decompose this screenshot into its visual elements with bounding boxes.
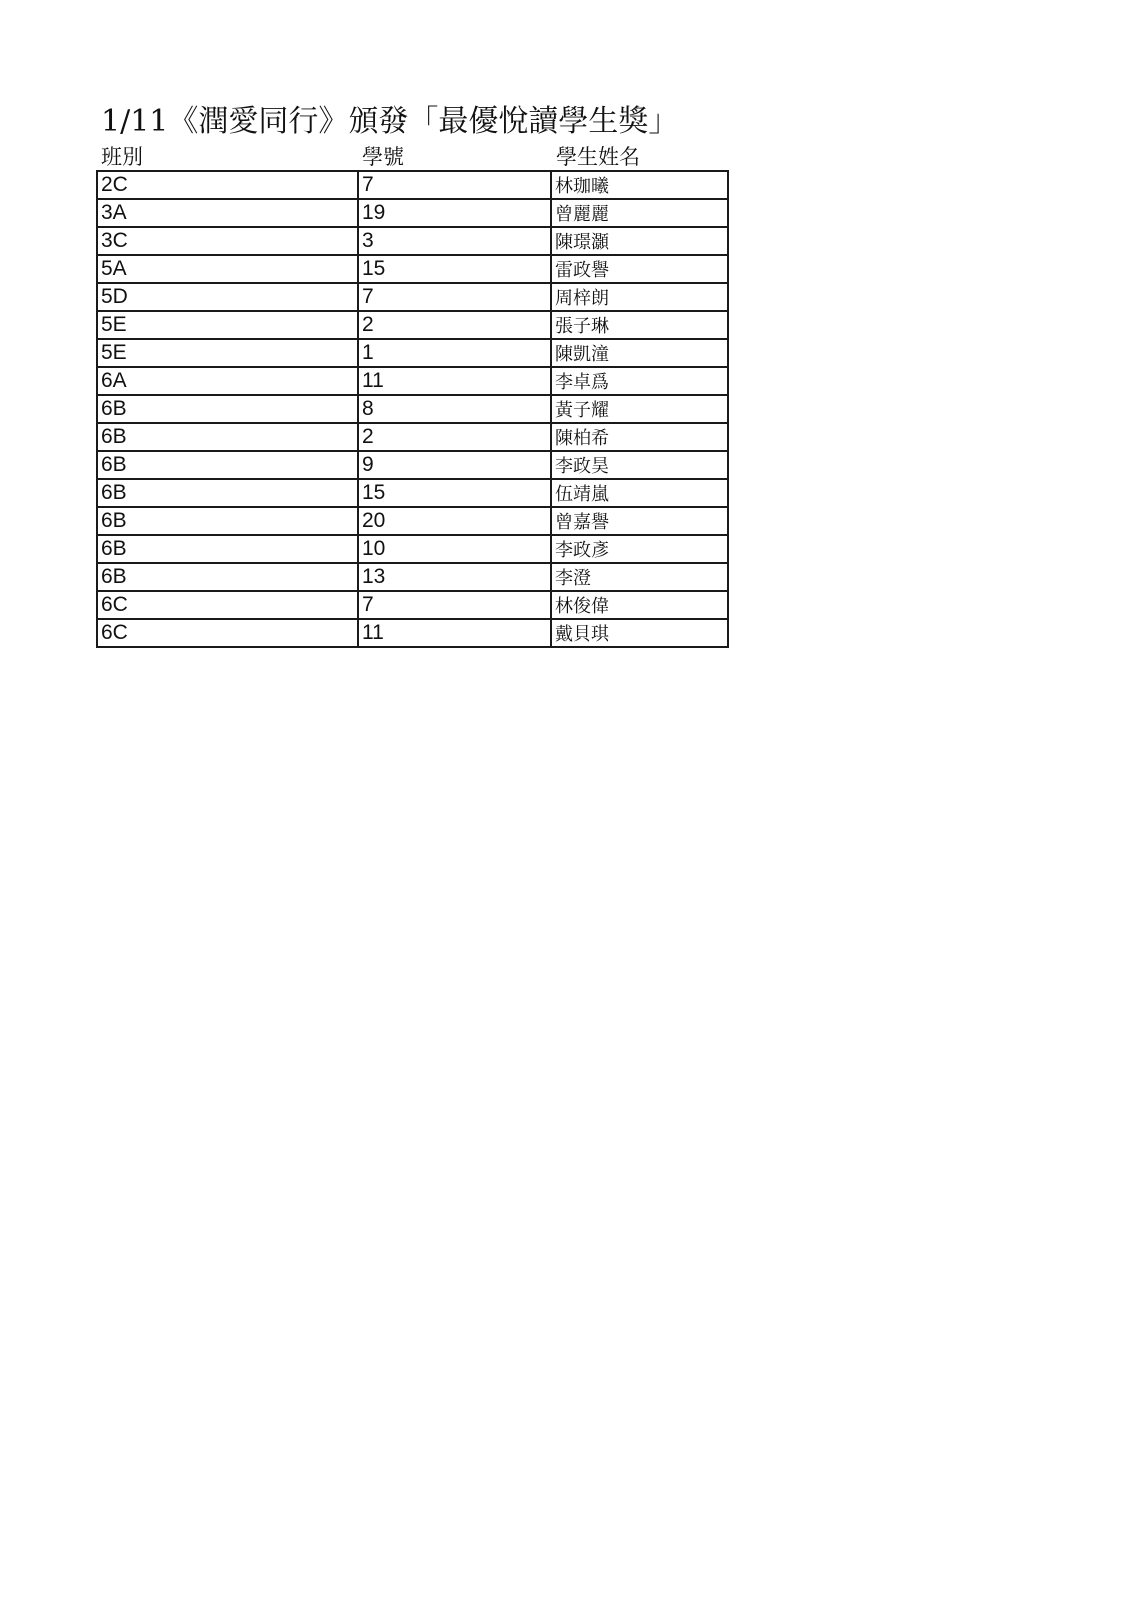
cell-student-name: 李澄 — [551, 563, 728, 591]
table-row — [97, 339, 728, 367]
cell-class: 5E — [97, 339, 358, 367]
table-row — [97, 255, 728, 283]
column-header-student-number: 學號 — [362, 145, 404, 169]
cell-student-name: 曾麗麗 — [551, 199, 728, 227]
cell-student-name: 李政彥 — [551, 535, 728, 563]
cell-student-number: 3 — [358, 227, 551, 255]
table-row — [97, 479, 728, 507]
table-row — [97, 423, 728, 451]
cell-class: 5E — [97, 311, 358, 339]
cell-student-number: 20 — [358, 507, 551, 535]
cell-student-number: 1 — [358, 339, 551, 367]
cell-student-number: 11 — [358, 619, 551, 647]
cell-student-number: 11 — [358, 367, 551, 395]
cell-class: 6C — [97, 591, 358, 619]
cell-class: 2C — [97, 171, 358, 199]
cell-student-name: 曾嘉譽 — [551, 507, 728, 535]
cell-student-number: 8 — [358, 395, 551, 423]
table-row — [97, 591, 728, 619]
cell-student-number: 7 — [358, 171, 551, 199]
cell-student-number: 19 — [358, 199, 551, 227]
cell-class: 3A — [97, 199, 358, 227]
table-row — [97, 311, 728, 339]
award-roster-body — [97, 171, 728, 647]
cell-class: 3C — [97, 227, 358, 255]
cell-student-number: 9 — [358, 451, 551, 479]
cell-student-name: 林珈曦 — [551, 171, 728, 199]
cell-class: 6B — [97, 423, 358, 451]
table-row — [97, 395, 728, 423]
table-row — [97, 619, 728, 647]
cell-student-name: 周梓朗 — [551, 283, 728, 311]
cell-class: 6B — [97, 535, 358, 563]
cell-student-number: 15 — [358, 479, 551, 507]
cell-student-name: 陳柏希 — [551, 423, 728, 451]
award-roster-table — [96, 170, 729, 648]
cell-class: 6B — [97, 507, 358, 535]
cell-student-number: 7 — [358, 283, 551, 311]
cell-class: 6B — [97, 563, 358, 591]
table-row — [97, 367, 728, 395]
cell-student-number: 15 — [358, 255, 551, 283]
cell-student-name: 伍靖嵐 — [551, 479, 728, 507]
cell-student-name: 陳璟灝 — [551, 227, 728, 255]
document-title: 1/11《潤愛同行》頒發「最優悅讀學生獎」 — [101, 104, 679, 139]
column-header-row — [101, 144, 741, 170]
cell-student-name: 李卓爲 — [551, 367, 728, 395]
cell-student-number: 7 — [358, 591, 551, 619]
table-row — [97, 563, 728, 591]
column-header-student-name: 學生姓名 — [556, 145, 640, 169]
table-row — [97, 199, 728, 227]
table-row — [97, 535, 728, 563]
cell-class: 5A — [97, 255, 358, 283]
cell-class: 6B — [97, 395, 358, 423]
cell-student-name: 戴貝琪 — [551, 619, 728, 647]
cell-student-name: 陳凱潼 — [551, 339, 728, 367]
cell-class: 5D — [97, 283, 358, 311]
cell-student-name: 李政昊 — [551, 451, 728, 479]
cell-student-number: 2 — [358, 311, 551, 339]
cell-student-name: 林俊偉 — [551, 591, 728, 619]
cell-student-name: 張子琳 — [551, 311, 728, 339]
table-row — [97, 283, 728, 311]
table-row — [97, 507, 728, 535]
cell-class: 6A — [97, 367, 358, 395]
cell-student-number: 10 — [358, 535, 551, 563]
column-header-class: 班別 — [101, 145, 143, 169]
cell-class: 6B — [97, 451, 358, 479]
cell-student-name: 雷政譽 — [551, 255, 728, 283]
table-row — [97, 451, 728, 479]
cell-class: 6C — [97, 619, 358, 647]
cell-class: 6B — [97, 479, 358, 507]
cell-student-number: 13 — [358, 563, 551, 591]
cell-student-name: 黃子耀 — [551, 395, 728, 423]
table-row — [97, 171, 728, 199]
cell-student-number: 2 — [358, 423, 551, 451]
table-row — [97, 227, 728, 255]
